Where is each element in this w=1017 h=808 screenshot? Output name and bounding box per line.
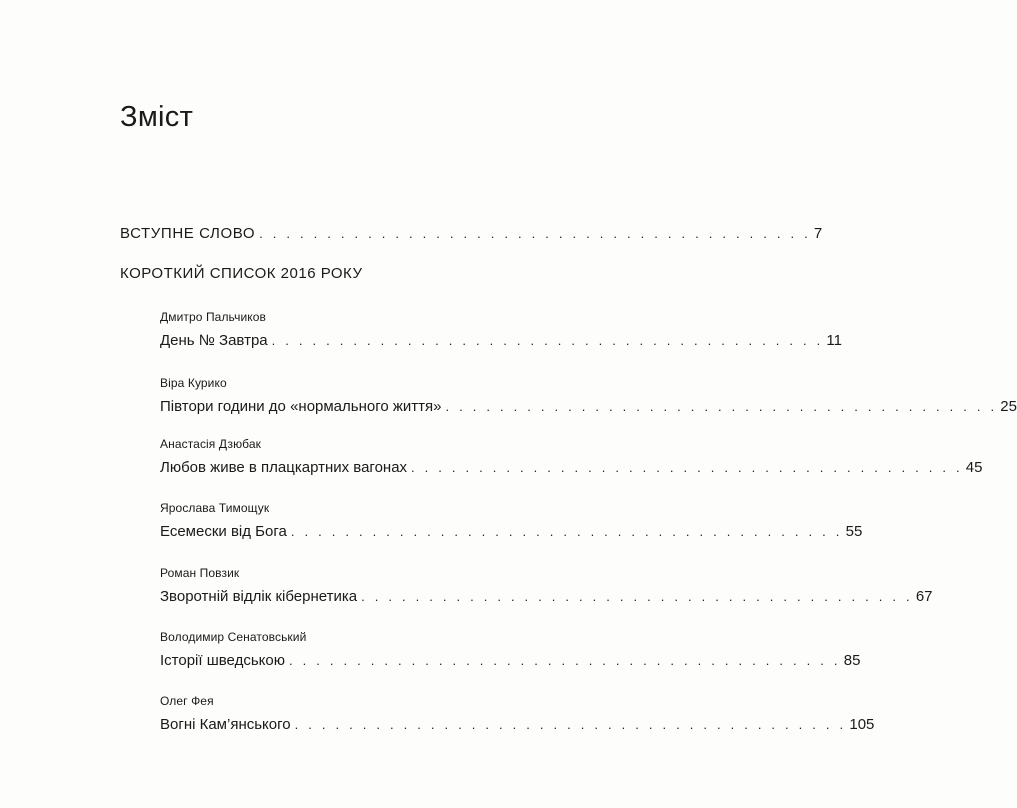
toc-entry-intro[interactable] bbox=[120, 225, 823, 242]
toc-entry[interactable] bbox=[160, 398, 1017, 415]
toc-entry[interactable] bbox=[160, 332, 842, 349]
toc-page-number: 85 bbox=[843, 652, 861, 669]
entry-author: Ярослава Тимощук bbox=[160, 501, 270, 515]
toc-entry-label: День № Завтра bbox=[160, 332, 268, 349]
toc-page-number: 25 bbox=[1000, 398, 1017, 415]
toc-page-number: 105 bbox=[849, 716, 875, 733]
toc-entry-label: Зворотній відлік кібернетика bbox=[160, 588, 358, 605]
entry-author: Віра Курико bbox=[160, 376, 227, 390]
toc-page-number: 67 bbox=[915, 588, 933, 605]
toc-entry[interactable] bbox=[160, 459, 983, 476]
entry-author: Роман Повзик bbox=[160, 566, 240, 580]
toc-entry-label: Історії шведською bbox=[160, 652, 285, 669]
dot-leader: . . . . . . . . . . . . . . . . . . . . . . . . . . . . . . . . . . . . . . . . . bbox=[361, 589, 913, 604]
dot-leader: . . . . . . . . . . . . . . . . . . . . . . . . . . . . . . . . . . . . . . . . . bbox=[288, 653, 841, 668]
toc-page-number: 7 bbox=[813, 225, 823, 242]
toc-entry[interactable] bbox=[160, 652, 861, 669]
toc-page-number: 55 bbox=[845, 523, 863, 540]
dot-leader: . . . . . . . . . . . . . . . . . . . . . . . . . . . . . . . . . . . . . . . . . bbox=[290, 524, 843, 539]
dot-leader: . . . . . . . . . . . . . . . . . . . . . . . . . . . . . . . . . . . . . . . . . bbox=[259, 226, 811, 241]
toc-entry-label: Вогні Кам’янського bbox=[160, 716, 291, 733]
toc-entry[interactable] bbox=[160, 716, 875, 733]
toc-page-number: 45 bbox=[965, 459, 983, 476]
page-title: Зміст bbox=[120, 101, 194, 133]
toc-entry[interactable] bbox=[160, 523, 863, 540]
toc-entry[interactable] bbox=[160, 588, 933, 605]
toc-entry-label: Есемески від Бога bbox=[160, 523, 287, 540]
entry-author: Анастасія Дзюбак bbox=[160, 437, 261, 451]
toc-entry-label: Півтори години до «нормального життя» bbox=[160, 398, 442, 415]
toc-page-number: 11 bbox=[826, 332, 842, 349]
toc-entry-label: Любов живе в плацкартних вагонах bbox=[160, 459, 408, 476]
toc-entry-label: ВСТУПНЕ СЛОВО bbox=[120, 225, 256, 242]
entry-author: Дмитро Пальчиков bbox=[160, 310, 266, 324]
dot-leader: . . . . . . . . . . . . . . . . . . . . . . . . . . . . . . . . . . . . . . . . . bbox=[294, 717, 847, 732]
dot-leader: . . . . . . . . . . . . . . . . . . . . . . . . . . . . . . . . . . . . . . . . . bbox=[445, 399, 998, 414]
dot-leader: . . . . . . . . . . . . . . . . . . . . . . . . . . . . . . . . . . . . . . . . . bbox=[411, 460, 963, 475]
entry-author: Володимир Сенатовський bbox=[160, 630, 307, 644]
section-heading: КОРОТКИЙ СПИСОК 2016 РОКУ bbox=[120, 265, 363, 282]
entry-author: Олег Фея bbox=[160, 694, 214, 708]
dot-leader: . . . . . . . . . . . . . . . . . . . . . . . . . . . . . . . . . . . . . . . . . bbox=[271, 333, 824, 348]
